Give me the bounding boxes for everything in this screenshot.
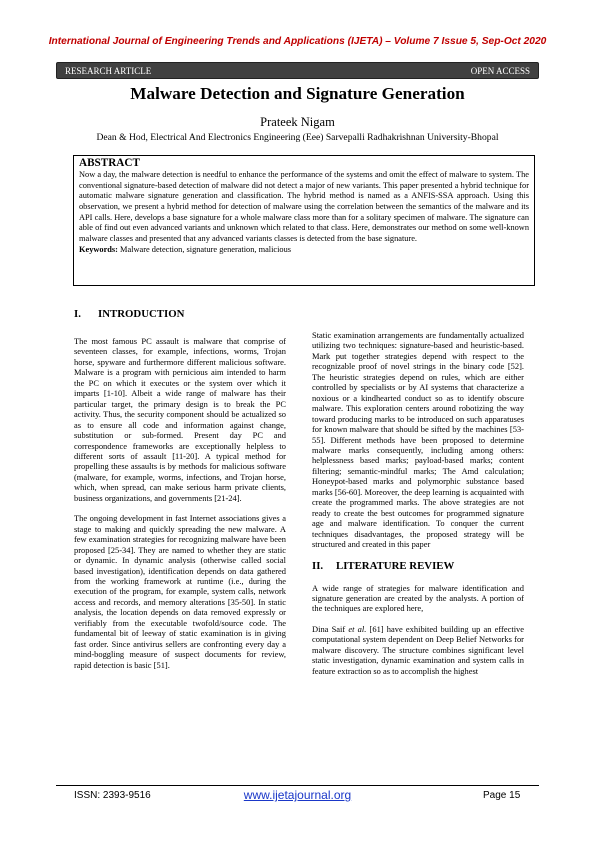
intro-paragraph-2: The ongoing development in fast Internet associations gives a stage to making and quickly spreading the new malware. A few examination strategies for recognizing malware have been proposed [25-34]. They are named to whether they are static or dynamic. In dynamic analysis (otherwise called social based investigation), identification depends on data gathered from the working framework at runtime (i.e., during the execution of the program, for example, system calls, network access and records, and memory alterations [35-50]. In static analysis, the location depends on data removed expressly or verifiably from the executable twofold/source code. The fundamental bit of leeway of static examination is in giving fast order. Since antivirus sellers are confronting every day a mind-boggling measure of suspect documents for review, rapid detection is basic [51]. [74,513,286,670]
footer-journal-link[interactable]: www.ijetajournal.org [243,788,352,802]
literature-paragraph-2 [312,624,524,676]
abstract-heading: ABSTRACT [79,157,140,169]
literature-paragraph-1: A wide range of strategies for malware identification and signature generation are created by the analysts. A portion of the techniques are explored here, [312,582,524,614]
keywords-text: Malware detection, signature generation, malicious [120,244,292,254]
section-number: I. [74,308,81,320]
section-number: II. [312,559,324,572]
research-article-label: RESEARCH ARTICLE [65,65,152,76]
footer-issn: ISSN: 2393-9516 [74,790,151,801]
left-column [74,308,286,680]
author-name: Prateek Nigam [260,115,335,129]
intro-paragraph-3: Static examination arrangements are fundamentally actualized utilizing two techniques: signature-based and heuristic-based. Mark put together strategies depend with respect to the recognizable proof of novel strings in the binary code [52]. The heuristic strategies depend on rules, which are either controlled by specialists or by AI systems that characterize a noxious or a kindhearted conduct so as to identify obscure malware. This exploration centers around robotizing the way toward producing marks to be introduced on such apparatuses for known malware that should be sifted by the machines [53-55]. Different methods have been proposed to determine malware marks consequently, including among others: helplessness based marks; payload-based marks; content filtering; semantic-mindful marks; The Amd calculation; Honeypot-based marks and polymorphic substance based marks [56-60]. Moreover, the deep learning is acquainted with create the programmed marks. The above strategies are not ready to create the best outcomes for programmed signature age and malware identification. To conquer the current techniques disadvantages, the proposed strategy will be structured and created in this paper [312,330,524,550]
section-title: INTRODUCTION [98,308,185,320]
right-column [312,330,524,686]
text-span: Dina Saif [312,623,349,634]
open-access-label: OPEN ACCESS [470,65,530,76]
article-type-bar [56,62,539,79]
abstract-text: Now a day, the malware detection is needful to enhance the performance of the systems and omit the effect of malware to system. The conventional signature-based detection of malware did not detect a major of new variants. This paper presented a hybrid technique for automatic malware signature generation and classification. The hybrid method is named as a ANFIS-SSA approach. Using this observation, we present a hybrid method for detection of malware using the correlation between the semantics of the malware and its API calls. Here, develops a base signature for a whole malware class more than for a solitary specimen of malware. The signature can able of find out even advanced variants and unknown which related to that class. Here, demonstrates our method on some well-known malware classes and presented that any advanced variants classes is detected from the base signature. [79,170,529,243]
keywords [79,245,529,256]
footer-page-number: Page 15 [483,790,521,801]
paper-title: Malware Detection and Signature Generation [130,84,465,103]
et-al-italic: et al. [348,623,367,634]
section-heading-introduction [74,308,286,321]
footer-divider [56,785,539,786]
author-affiliation: Dean & Hod, Electrical And Electronics Engineering (Eee) Sarvepalli Radhakrishnan University-Bhopal [96,132,499,143]
abstract-box [73,155,535,286]
intro-paragraph-1: The most famous PC assault is malware that comprise of seventeen classes, for example, infections, worms, Trojan horse, spyware and furthermore different malicious software. Malware is a program with pernicious aim intended to harm the PC on which it executes or the system over which it imparts [1-10]. Albeit a wide range of malware has their particular target, the primary design is to break the PC activity. Thus, the security component should be actualized so as to ensure all code and information against change, substitution or sub-formed. Present day PC and correspondence frameworks are exceptionally helpless to different sorts of assault [11-20]. A typical method for propelling these assaults is by methods for malicious software (malware, for example, worms, infections, and Trojan horse, which, when spread, can make serious harm private clients, business organizations, and governments [21-24]. [74,336,286,503]
text-span: [61] have exhibited building up an effective computational system dependent on Deep Belief Networks for malware discovery. The structure combines significant level static investigation, dynamic examination and system calls in feature extraction so as to accomplish the highest [312,623,525,676]
section-title: LITERATURE REVIEW [336,559,455,572]
keywords-label: Keywords: [79,244,118,254]
section-heading-literature-review [312,560,524,573]
journal-header: International Journal of Engineering Trends and Applications (IJETA) – Volume 7 Issue 5, Sep-Oct 2020 [48,36,547,47]
